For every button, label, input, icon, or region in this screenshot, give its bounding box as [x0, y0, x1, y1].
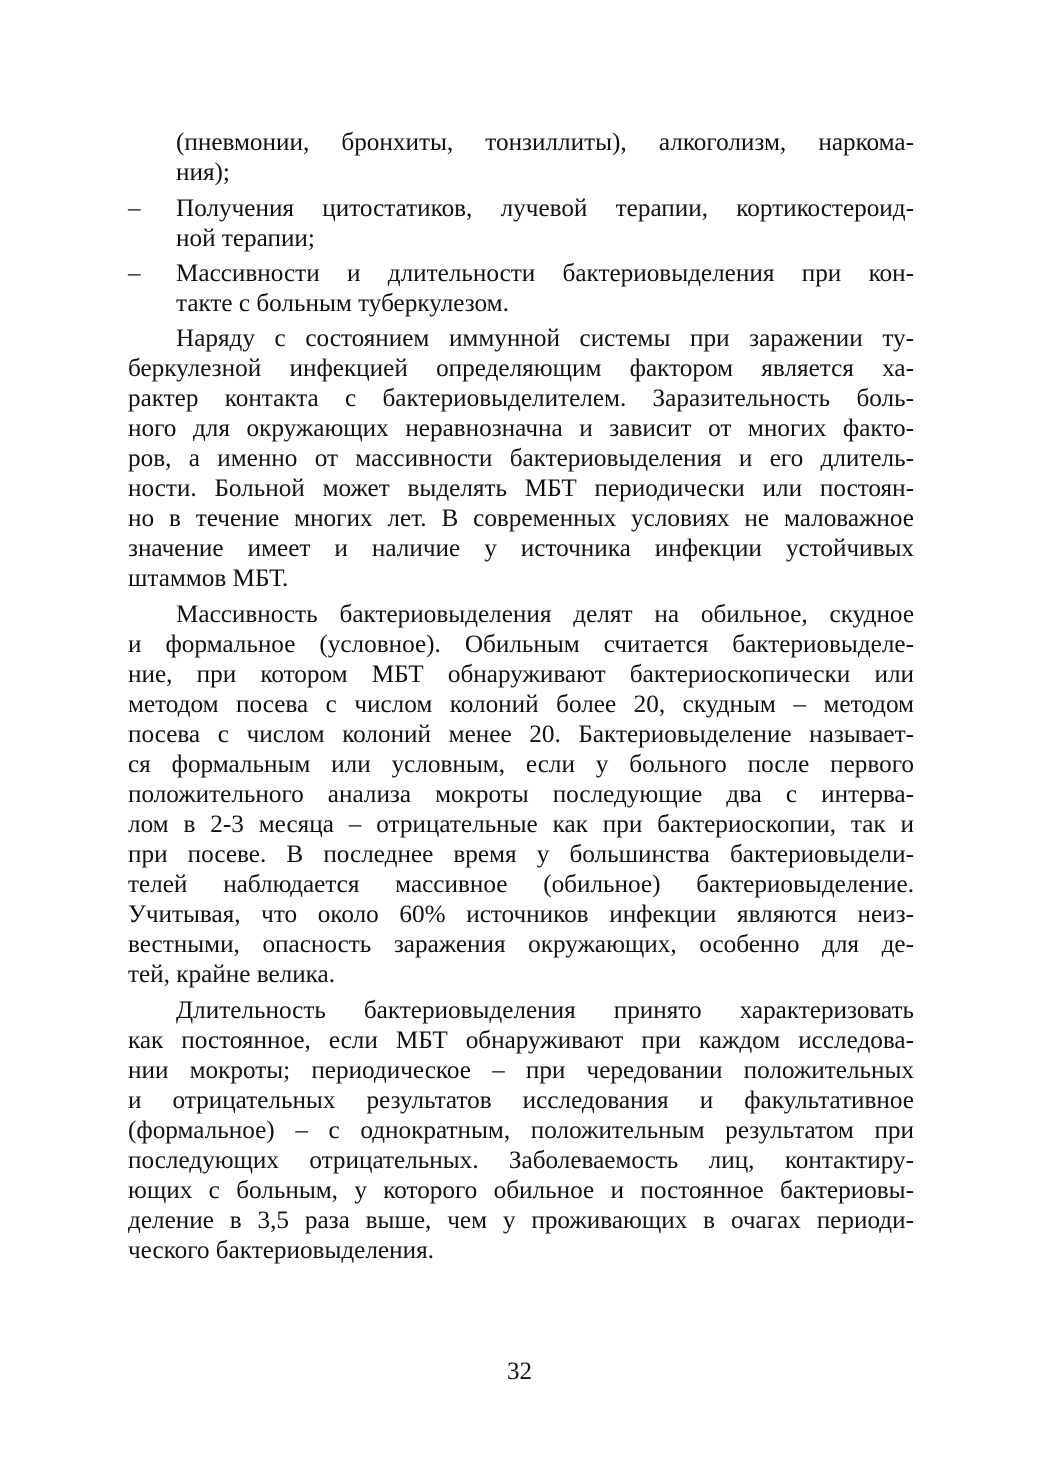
paragraph-line: нии мокроты; периодическое – при чередовании положительных — [128, 1057, 914, 1084]
paragraph-line: Массивность бактериовыделения делят на обильное, скудное — [176, 601, 914, 628]
paragraph-line: ние, при котором МБТ обнаруживают бактериоскопически или — [128, 661, 914, 688]
paragraph-line: тей, крайне велика. — [128, 961, 336, 988]
paragraph-line: Наряду с состоянием иммунной системы при заражении ту- — [176, 325, 914, 352]
list-item-text-line: Получения цитостатиков, лучевой терапии, кортикостероид- — [176, 195, 914, 222]
paragraph-line: вестными, опасность заражения окружающих, особенно для де- — [128, 931, 914, 958]
paragraph-line: деление в 3,5 раза выше, чем у проживающих в очагах периоди- — [128, 1207, 914, 1234]
paragraph-line: положительного анализа мокроты последующие два с интерва- — [128, 781, 914, 808]
list-item-text-line: Массивности и длительности бактериовыделения при кон- — [176, 260, 914, 287]
paragraph-line: при посеве. В последнее время у большинства бактериовыдели- — [128, 841, 914, 868]
paragraph-line: последующих отрицательных. Заболеваемость лиц, контактиру- — [128, 1147, 914, 1174]
list-item-text-line: ния); — [176, 159, 230, 186]
paragraph-line: и отрицательных результатов исследования и факультативное — [128, 1087, 914, 1114]
list-item-text-line: (пневмонии, бронхиты, тонзиллиты), алкоголизм, наркома- — [176, 129, 914, 156]
paragraph-line: посева с числом колоний менее 20. Бактериовыделение называет- — [128, 721, 914, 748]
list-bullet: – — [128, 260, 141, 287]
paragraph-line: ности. Больной может выделять МБТ периодически или постоян- — [128, 475, 914, 502]
paragraph-line: и формальное (условное). Обильным считается бактериовыделе- — [128, 631, 914, 658]
paragraph-line: штаммов МБТ. — [128, 565, 289, 592]
paragraph-line: как постоянное, если МБТ обнаруживают при каждом исследова- — [128, 1027, 914, 1054]
paragraph-line: лом в 2-3 месяца – отрицательные как при бактериоскопии, так и — [128, 811, 914, 838]
paragraph-line: беркулезной инфекцией определяющим фактором является ха- — [128, 355, 914, 382]
paragraph-line: но в течение многих лет. В современных условиях не маловажное — [128, 505, 914, 532]
paragraph-line: ся формальным или условным, если у больного после первого — [128, 751, 914, 778]
list-item-text-line: ной терапии; — [176, 225, 315, 252]
paragraph-line: Учитывая, что около 60% источников инфекции являются неиз- — [128, 901, 914, 928]
list-item-text-line: такте с больным туберкулезом. — [176, 290, 509, 317]
paragraph-line: ющих с больным, у которого обильное и постоянное бактериовы- — [128, 1177, 914, 1204]
paragraph-line: ческого бактериовыделения. — [128, 1237, 434, 1264]
paragraph-line: методом посева с числом колоний более 20, скудным – методом — [128, 691, 914, 718]
paragraph-line: (формальное) – с однократным, положительным результатом при — [128, 1117, 914, 1144]
page-number: 32 — [507, 1358, 532, 1385]
paragraph-line: ного для окружающих неравнозначна и зависит от многих факто- — [128, 415, 914, 442]
list-bullet: – — [128, 195, 141, 222]
paragraph-line: ров, а именно от массивности бактериовыделения и его длитель- — [128, 445, 914, 472]
paragraph-line: телей наблюдается массивное (обильное) бактериовыделение. — [128, 871, 914, 898]
paragraph-line: рактер контакта с бактериовыделителем. Заразительность боль- — [128, 385, 914, 412]
paragraph-line: Длительность бактериовыделения принято характеризовать — [176, 997, 914, 1024]
paragraph-line: значение имеет и наличие у источника инфекции устойчивых — [128, 535, 914, 562]
